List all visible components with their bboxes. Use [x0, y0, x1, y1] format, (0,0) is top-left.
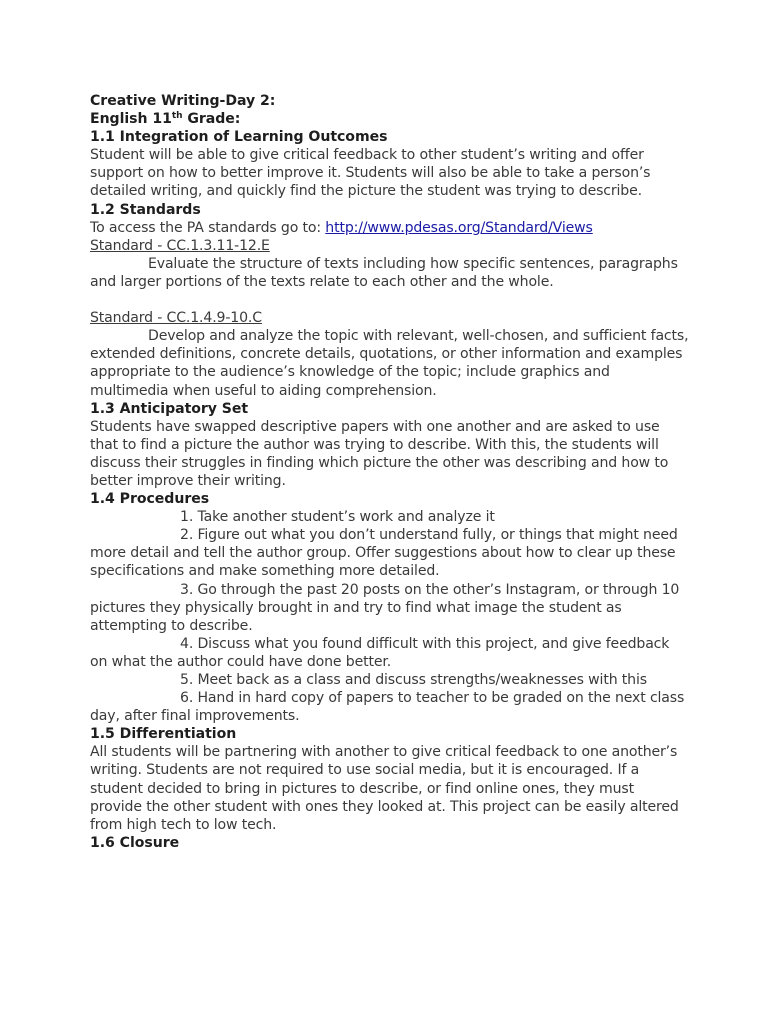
section-1-6-heading: 1.6 Closure [90, 834, 180, 851]
section-1-4-heading: 1.4 Procedures [90, 491, 210, 508]
standard-2-text: Develop and analyze the topic with relevant, well-chosen, and sufficient facts, extended definitions, concrete details, quotations, or other information and examples appropriate to the audience’s knowledge of the topic; include graphics and multimedia when useful to aiding comprehension. [90, 328, 689, 399]
lesson-plan-document [90, 92, 690, 852]
standards-access-line [90, 219, 690, 237]
standard-1-label: Standard - CC.1.3.11-12.E [90, 237, 270, 254]
blank-line [90, 291, 690, 309]
document-title: Creative Writing-Day 2: [90, 93, 276, 109]
section-1-2-heading: 1.2 Standards [90, 201, 201, 218]
grade-superscript: th [171, 111, 183, 122]
procedure-step-3: 3. Go through the past 20 posts on the other’s Instagram, or through 10 pictures they physically brought in and try to find what image the student as attempting to describe. [90, 581, 680, 634]
grade-suffix: Grade: [182, 111, 241, 128]
standard-2-label: Standard - CC.1.4.9-10.C [90, 310, 262, 327]
standards-link[interactable]: http://www.pdesas.org/Standard/Views [325, 219, 593, 236]
section-1-1-heading: 1.1 Integration of Learning Outcomes [90, 129, 388, 146]
section-1-5-body: All students will be partnering with another to give critical feedback to one another’s writing. Students are not required to use social media, but it is encouraged. If a student decided to bring in pictures to describe, or find online ones, they must provide the other student with ones they looked at. This project can be easily altered from high tech to low tech. [90, 744, 679, 833]
section-1-3-heading: 1.3 Anticipatory Set [90, 400, 249, 417]
procedure-step-2: 2. Figure out what you don’t understand fully, or things that might need more detail and tell the author group. Offer suggestions about how to clear up these specifications and make something more detailed. [90, 527, 678, 580]
grade-prefix: English 11 [90, 111, 172, 128]
grade-line [90, 110, 690, 128]
standards-access-text: To access the PA standards go to: [90, 219, 326, 236]
procedure-step-5: 5. Meet back as a class and discuss strengths/weaknesses with this [180, 672, 647, 688]
section-1-1-body: Student will be able to give critical feedback to other student’s writing and offer support on how to better improve it. Students will also be able to take a person’s detailed writing, and quickly find the picture the student was trying to describe. [90, 147, 651, 200]
section-1-5-heading: 1.5 Differentiation [90, 726, 237, 743]
procedure-step-6: 6. Hand in hard copy of papers to teacher to be graded on the next class day, after final improvements. [90, 690, 685, 725]
procedure-step-1: 1. Take another student’s work and analyze it [180, 509, 495, 526]
standard-1-text: Evaluate the structure of texts including how specific sentences, paragraphs and larger portions of the texts relate to each other and the whole. [90, 255, 678, 290]
section-1-3-body: Students have swapped descriptive papers with one another and are asked to use that to find a picture the author was trying to describe. With this, the students will discuss their struggles in finding which picture the other was describing and how to better improve their writing. [90, 418, 669, 489]
procedure-step-4: 4. Discuss what you found difficult with this project, and give feedback on what the author could have done better. [90, 635, 670, 670]
